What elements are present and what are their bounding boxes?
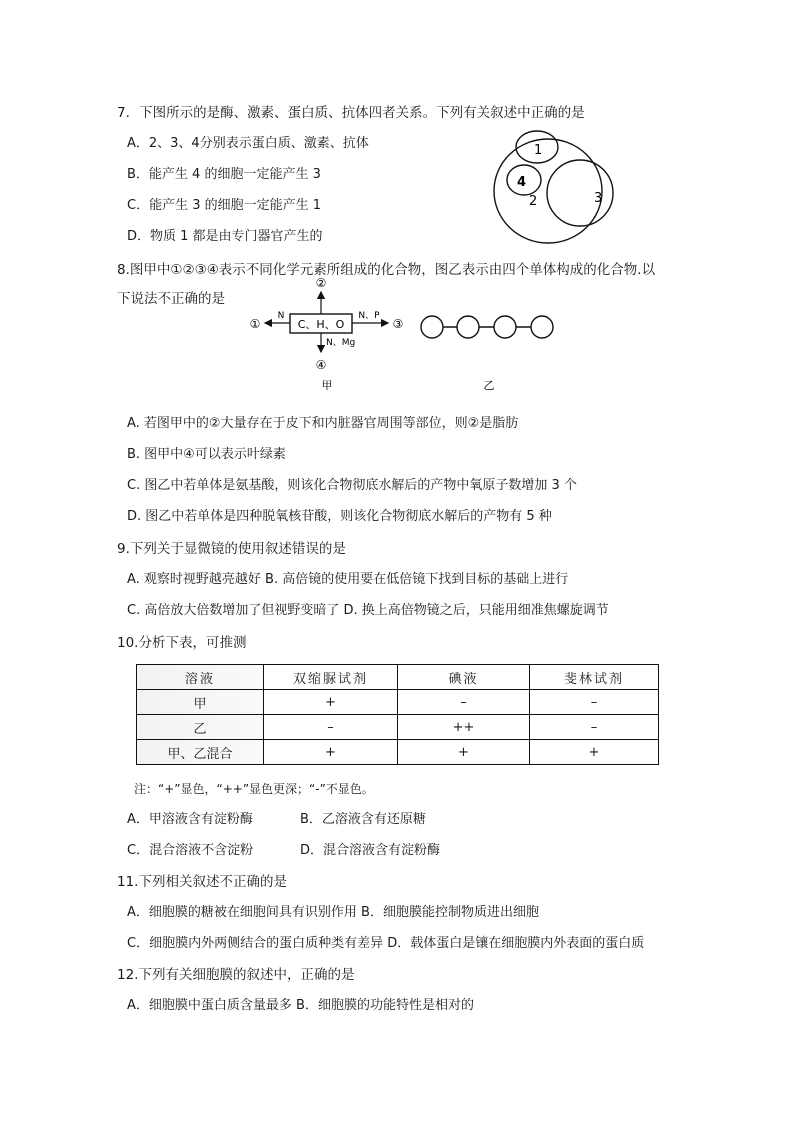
caption-jia: 甲: [321, 379, 333, 392]
question-9-stem: 9.下列关于显微镜的使用叙述错误的是: [117, 541, 346, 557]
question-10-option-d: D．混合溶液含有淀粉酶: [300, 843, 441, 858]
header-solution: 溶液: [137, 665, 264, 690]
table-cell: +: [530, 740, 659, 765]
question-7-stem: 7．下图所示的是酶、激素、蛋白质、抗体四者关系。下列有关叙述中正确的是: [117, 105, 585, 121]
question-12-stem: 12.下列有关细胞膜的叙述中，正确的是: [117, 967, 355, 983]
question-10-option-b: B．乙溶液含有还原糖: [300, 812, 426, 827]
question-12-options-ab: A．细胞膜中蛋白质含量最多 B．细胞膜的功能特性是相对的: [127, 998, 474, 1013]
table-row: [137, 690, 659, 715]
target-2: ②: [315, 276, 327, 290]
target-1: ①: [249, 317, 261, 331]
question-8-option-c: C. 图乙中若单体是氨基酸，则该化合物彻底水解后的产物中氧原子数增加 3 个: [127, 478, 577, 493]
table-cell: –: [398, 690, 530, 715]
venn-label-1: 1: [534, 143, 543, 158]
question-7-option-a: A．2、3、4分别表示蛋白质、激素、抗体: [127, 136, 369, 151]
table-header-row: [137, 665, 659, 690]
question-10-option-c: C．混合溶液不含淀粉: [127, 843, 254, 858]
table-cell: –: [530, 715, 659, 740]
venn-label-2: 2: [529, 194, 538, 209]
venn-circle-2: [494, 139, 602, 243]
caption-yi: 乙: [483, 379, 495, 392]
center-box-label: C、H、O: [297, 318, 345, 331]
figure-jia-yi: [245, 272, 565, 394]
table-note: 注：“+”显色，“++”显色更深；“-”不显色。: [134, 782, 374, 796]
row-label: 乙: [137, 715, 264, 740]
monomer-4: [531, 316, 553, 338]
row-label: 甲: [137, 690, 264, 715]
venn-diagram: [490, 125, 630, 250]
question-9-options-ab: A. 观察时视野越亮越好 B. 高倍镜的使用要在低倍镜下找到目标的基础上进行: [127, 572, 569, 587]
table-row: [137, 740, 659, 765]
question-9-options-cd: C. 高倍放大倍数增加了但视野变暗了 D. 换上高倍物镜之后，只能用细准焦螺旋调节: [127, 603, 609, 618]
arrow-right-label: N、P: [358, 311, 380, 321]
header-biuret: 双缩脲试剂: [264, 665, 398, 690]
table-row: [137, 715, 659, 740]
table-cell: ++: [398, 715, 530, 740]
monomer-3: [494, 316, 516, 338]
question-7-option-b: B．能产生 4 的细胞一定能产生 3: [127, 167, 321, 182]
question-11-options-cd: C．细胞膜内外两侧结合的蛋白质种类有差异 D．载体蛋白是镶在细胞膜内外表面的蛋白质: [127, 936, 645, 951]
arrow-down-label: N、Mg: [326, 338, 356, 348]
reagent-table: [136, 664, 659, 765]
table-cell: +: [264, 740, 398, 765]
table-cell: –: [530, 690, 659, 715]
question-8-option-b: B. 图甲中④可以表示叶绿素: [127, 447, 286, 462]
venn-label-4: 4: [517, 175, 527, 190]
question-11-stem: 11.下列相关叙述不正确的是: [117, 874, 287, 890]
table-cell: –: [264, 715, 398, 740]
header-fehling: 斐林试剂: [530, 665, 659, 690]
question-7-option-c: C．能产生 3 的细胞一定能产生 1: [127, 198, 322, 213]
target-4: ④: [315, 358, 327, 372]
monomer-1: [421, 316, 443, 338]
question-8-stem-cont: 下说法不正确的是: [117, 291, 225, 307]
question-10-option-a: A．甲溶液含有淀粉酶: [127, 812, 253, 827]
question-10-stem: 10.分析下表，可推测: [117, 635, 247, 651]
header-iodine: 碘液: [398, 665, 530, 690]
table-cell: +: [264, 690, 398, 715]
monomer-2: [457, 316, 479, 338]
target-3: ③: [392, 317, 404, 331]
question-8-option-a: A. 若图甲中的②大量存在于皮下和内脏器官周围等部位，则②是脂肪: [127, 416, 519, 431]
row-label: 甲、乙混合: [137, 740, 264, 765]
arrow-left-label: N: [277, 311, 285, 321]
question-8-stem: 8.图甲中①②③④表示不同化学元素所组成的化合物，图乙表示由四个单体构成的化合物.以: [117, 262, 656, 278]
venn-circle-3: [547, 160, 613, 226]
question-8-option-d: D. 图乙中若单体是四种脱氧核苷酸，则该化合物彻底水解后的产物有 5 种: [127, 509, 552, 524]
question-7-option-d: D．物质 1 都是由专门器官产生的: [127, 229, 323, 244]
venn-label-3: 3: [594, 191, 603, 206]
table-cell: +: [398, 740, 530, 765]
question-11-options-ab: A．细胞膜的糖被在细胞间具有识别作用 B．细胞膜能控制物质进出细胞: [127, 905, 539, 920]
